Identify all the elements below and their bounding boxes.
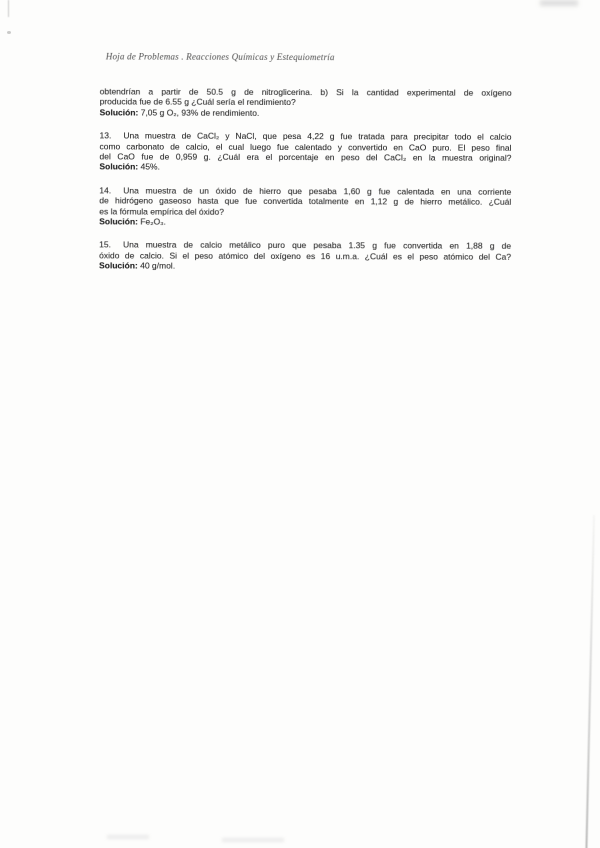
problem-14	[99, 185, 511, 228]
text-line: producida fue de 6.55 g ¿Cuál sería el rendimiento?	[99, 96, 296, 108]
solution-label: Solución:	[99, 161, 139, 172]
problem-13	[99, 131, 511, 174]
solution-label: Solución:	[99, 216, 138, 227]
text-line: obtendrían a partir de 50.5 g de nitroglicerina. b) Si la cantidad experimental de oxígeno	[99, 86, 512, 98]
problem-15	[99, 240, 511, 273]
problems-list	[99, 86, 512, 285]
text-line: es la fórmula empírica del óxido?	[99, 206, 225, 217]
solution-line	[99, 216, 511, 228]
solution-label: Solución:	[99, 107, 139, 118]
solution-text: 40 g/mol.	[137, 260, 176, 271]
problem-text: Una muestra de un óxido de hierro que pesaba 1,60 g fue calentada en una corriente	[123, 185, 512, 197]
solution-line	[100, 107, 512, 119]
text-line: de hidrógeno gaseoso hasta que fue convertida totalmente en 1,12 g de hierro metálico. ¿Cuál	[99, 195, 512, 208]
solution-line	[99, 162, 511, 174]
text-line: como carbonato de calcio, el cual luego fue calentado y convertido en CaO puro. El peso final	[99, 140, 512, 153]
page-header-title: Hoja de Problemas . Reacciones Químicas y Estequiometría	[105, 51, 335, 63]
problem-text: Una muestra de CaCl₂ y NaCl, que pesa 4,22 g fue tratada para precipitar todo el calcio	[123, 130, 512, 143]
solution-text: Fe₂O₃.	[137, 216, 166, 227]
problem-number: 14.	[99, 185, 112, 196]
problem-number: 13.	[99, 130, 112, 141]
solution-line	[99, 261, 511, 273]
text-line: del CaO fue de 0,959 g. ¿Cuál era el porcentaje en peso del CaCl₂ en la muestra original?	[99, 151, 512, 163]
text-line: óxido de calcio. Si el peso atómico del oxígeno es 16 u.m.a. ¿Cuál es el peso atómico del Ca?	[99, 250, 512, 262]
problem-12-continuation	[100, 86, 512, 119]
solution-text: 45%.	[138, 161, 160, 172]
problem-number: 15.	[99, 239, 111, 250]
solution-label: Solución:	[99, 260, 138, 271]
problem-text: Una muestra de calcio metálico puro que pesaba 1.35 g fue convertida en 1,88 g de	[122, 239, 512, 252]
solution-text: 7,05 g O₂, 93% de rendimiento.	[138, 107, 260, 118]
